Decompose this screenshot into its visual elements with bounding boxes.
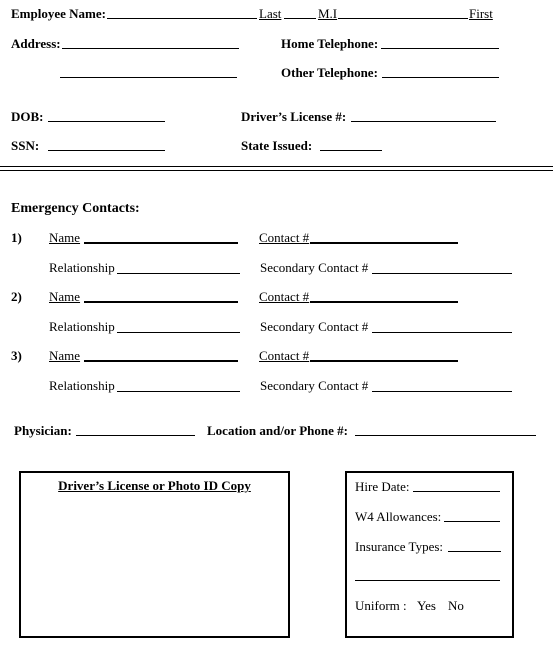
first-name-label: First — [469, 6, 493, 21]
physician-field[interactable] — [76, 435, 195, 436]
id-copy-box[interactable] — [19, 471, 290, 638]
address-field-line1[interactable] — [62, 48, 239, 49]
secondary-contact-field-3[interactable] — [372, 391, 512, 392]
physician-label: Physician: — [14, 423, 72, 438]
location-phone-label: Location and/or Phone #: — [207, 423, 348, 438]
location-phone-field[interactable] — [355, 435, 536, 436]
contact-number-2: 2) — [11, 289, 22, 304]
last-name-field[interactable] — [284, 18, 316, 19]
contact-name-label-3: Name — [49, 348, 81, 363]
ssn-field[interactable] — [48, 150, 165, 151]
w4-allowances-label: W4 Allowances: — [355, 509, 442, 524]
contact-number-3: 3) — [11, 348, 22, 363]
state-issued-label: State Issued: — [241, 138, 313, 153]
address-field-line2[interactable] — [60, 77, 237, 78]
insurance-types-field[interactable] — [448, 551, 501, 552]
relationship-label-1: Relationship — [49, 260, 115, 275]
ssn-label: SSN: — [11, 138, 40, 153]
contact-name-field-2[interactable] — [84, 301, 238, 303]
insurance-types-label: Insurance Types: — [355, 539, 444, 554]
dob-label: DOB: — [11, 109, 44, 124]
address-label: Address: — [11, 36, 61, 51]
hire-date-field[interactable] — [413, 491, 500, 492]
contact-phone-field-1[interactable] — [310, 242, 458, 244]
id-copy-title: Driver’s License or Photo ID Copy — [58, 478, 251, 493]
uniform-no-option[interactable]: No — [448, 598, 464, 613]
secondary-contact-field-1[interactable] — [372, 273, 512, 274]
other-telephone-label: Other Telephone: — [281, 65, 378, 80]
drivers-license-label: Driver’s License #: — [241, 109, 347, 124]
contact-name-field-1[interactable] — [84, 242, 238, 244]
contact-number-1: 1) — [11, 230, 22, 245]
middle-initial-label: M.I — [318, 6, 338, 21]
hr-info-box — [345, 471, 514, 638]
middle-initial-field[interactable] — [338, 18, 468, 19]
home-telephone-field[interactable] — [381, 48, 499, 49]
employee-name-field[interactable] — [107, 18, 257, 19]
contact-phone-label-2: Contact # — [259, 289, 310, 304]
secondary-contact-field-2[interactable] — [372, 332, 512, 333]
relationship-field-2[interactable] — [117, 332, 240, 333]
secondary-contact-label-2: Secondary Contact # — [260, 319, 369, 334]
relationship-field-1[interactable] — [117, 273, 240, 274]
uniform-label: Uniform : — [355, 598, 407, 613]
other-telephone-field[interactable] — [382, 77, 499, 78]
contact-phone-field-3[interactable] — [310, 360, 458, 362]
emergency-contacts-title: Emergency Contacts: — [11, 201, 140, 216]
contact-name-label-2: Name — [49, 289, 81, 304]
secondary-contact-label-3: Secondary Contact # — [260, 378, 369, 393]
dob-field[interactable] — [48, 121, 165, 122]
drivers-license-field[interactable] — [351, 121, 496, 122]
relationship-label-2: Relationship — [49, 319, 115, 334]
contact-phone-label-3: Contact # — [259, 348, 310, 363]
last-name-label: Last — [259, 6, 282, 21]
employee-name-label: Employee Name: — [11, 6, 106, 21]
state-issued-field[interactable] — [320, 150, 382, 151]
w4-allowances-field[interactable] — [444, 521, 500, 522]
contact-name-field-3[interactable] — [84, 360, 238, 362]
hire-date-label: Hire Date: — [355, 479, 410, 494]
relationship-field-3[interactable] — [117, 391, 240, 392]
contact-phone-field-2[interactable] — [310, 301, 458, 303]
contact-name-label-1: Name — [49, 230, 81, 245]
home-telephone-label: Home Telephone: — [281, 36, 379, 51]
section-divider — [0, 166, 553, 171]
contact-phone-label-1: Contact # — [259, 230, 310, 245]
blank-line-field[interactable] — [355, 580, 500, 581]
uniform-yes-option[interactable]: Yes — [417, 598, 436, 613]
relationship-label-3: Relationship — [49, 378, 115, 393]
secondary-contact-label-1: Secondary Contact # — [260, 260, 369, 275]
